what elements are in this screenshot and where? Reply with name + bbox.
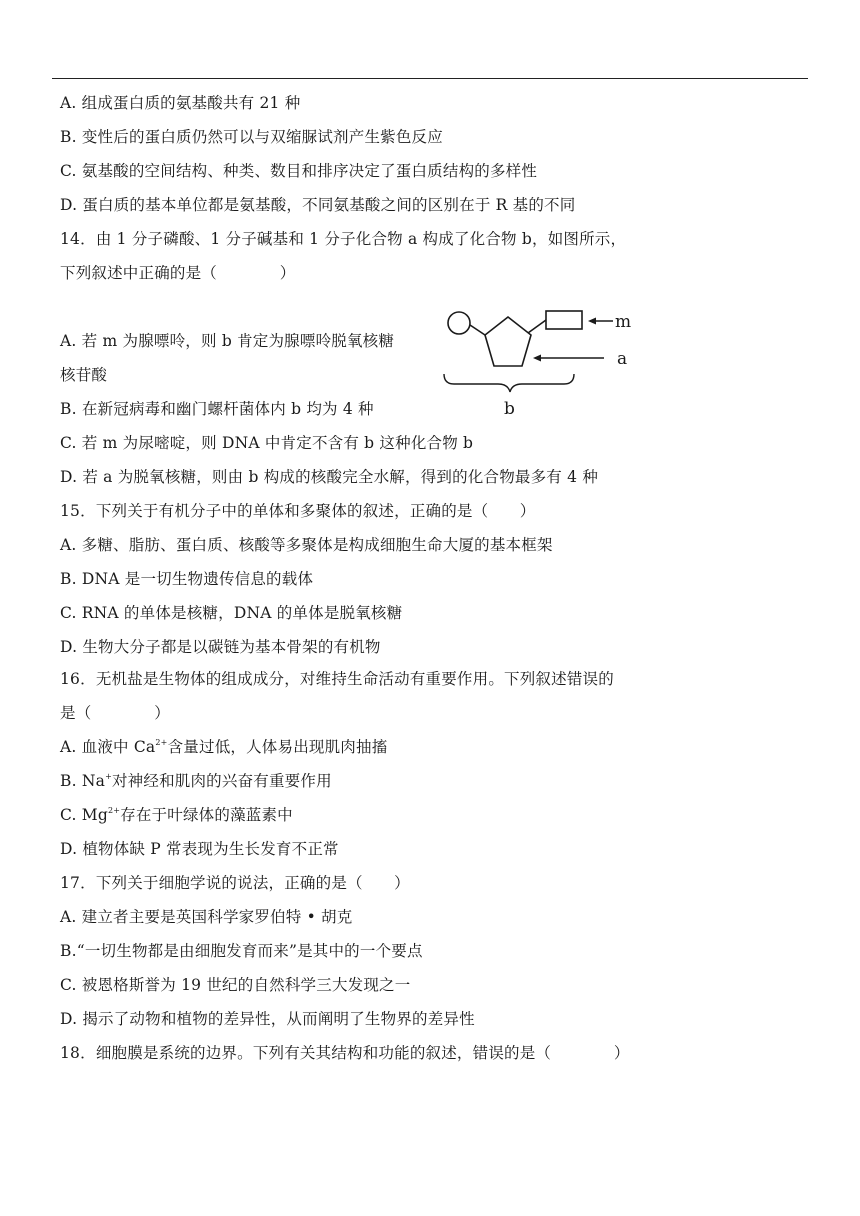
brace-b <box>444 374 574 392</box>
q16-option-c: C. $Mg^{2+}$存在于叶绿体的藻蓝素中 <box>60 806 293 824</box>
label-m: m <box>615 312 632 332</box>
base-bond <box>528 320 546 333</box>
q17-option-d: D. 揭示了动物和植物的差异性，从而阐明了生物界的差异性 <box>60 1010 475 1028</box>
q15-option-d: D. 生物大分子都是以碳链为基本骨架的有机物 <box>60 638 381 656</box>
label-a: a <box>617 349 628 369</box>
q16-option-b: B. Na+对神经和肌肉的兴奋有重要作用 <box>60 772 332 790</box>
q16-stem-line1: 16．无机盐是生物体的组成成分，对维持生命活动有重要作用。下列叙述错误的 <box>60 670 614 688</box>
q18-stem: 18．细胞膜是系统的边界。下列有关其结构和功能的叙述，错误的是（ ） <box>60 1044 630 1062</box>
q17-stem: 17．下列关于细胞学说的说法，正确的是（ ） <box>60 874 410 892</box>
q13-option-d: D. 蛋白质的基本单位都是氨基酸，不同氨基酸之间的区别在于 R 基的不同 <box>60 196 576 214</box>
base-rect <box>546 311 582 329</box>
phosphate-circle <box>448 312 470 334</box>
q14-option-b: B. 在新冠病毒和幽门螺杆菌体内 b 均为 4 种 <box>60 400 374 418</box>
q15-stem: 15．下列关于有机分子中的单体和多聚体的叙述，正确的是（ ） <box>60 502 536 520</box>
q14-stem-line2: 下列叙述中正确的是（ ） <box>60 264 296 282</box>
pentose-pentagon <box>485 317 531 366</box>
q16-option-a: A. 血液中 $Ca^{2+}$含量过低，人体易出现肌肉抽搐 <box>60 738 388 756</box>
q14-stem-line1: 14．由 1 分子磷酸、1 分子碱基和 1 分子化合物 a 构成了化合物 b，如图所示， <box>60 230 627 248</box>
arrow-a-head <box>533 355 541 362</box>
q13-option-b: B. 变性后的蛋白质仍然可以与双缩脲试剂产生紫色反应 <box>60 128 443 146</box>
q14-option-c: C. 若 m 为尿嘧啶，则 DNA 中肯定不含有 b 这种化合物 b <box>60 434 474 452</box>
q16-option-d: D. 植物体缺 P 常表现为生长发育不正常 <box>60 840 339 858</box>
q15-option-b: B. DNA 是一切生物遗传信息的载体 <box>60 570 314 588</box>
phosphate-bond <box>470 325 485 335</box>
q14-option-d: D. 若 a 为脱氧核糖，则由 b 构成的核酸完全水解，得到的化合物最多有 4 种 <box>60 468 599 486</box>
q16-stem-line2: 是（ ） <box>60 704 170 722</box>
label-b: b <box>504 399 515 419</box>
q17-option-c: C. 被恩格斯誉为 19 世纪的自然科学三大发现之一 <box>60 976 411 994</box>
q17-option-a: A. 建立者主要是英国科学家罗伯特 • 胡克 <box>60 908 353 926</box>
q13-option-a: A. 组成蛋白质的氨基酸共有 21 种 <box>60 94 301 112</box>
q15-option-a: A. 多糖、脂肪、蛋白质、核酸等多聚体是构成细胞生命大厦的基本框架 <box>60 536 553 554</box>
q13-option-c: C. 氨基酸的空间结构、种类、数目和排序决定了蛋白质结构的多样性 <box>60 162 538 180</box>
arrow-m-head <box>588 318 596 325</box>
q14-option-a-line1: A. 若 m 为腺嘌呤，则 b 肯定为腺嘌呤脱氧核糖 <box>60 332 395 350</box>
q14-option-a-line2: 核苷酸 <box>60 366 108 384</box>
q15-option-c: C. RNA 的单体是核糖，DNA 的单体是脱氧核糖 <box>60 604 403 622</box>
nucleotide-diagram <box>440 302 650 420</box>
header-rule <box>52 78 808 79</box>
q17-option-b: B.“一切生物都是由细胞发育而来”是其中的一个要点 <box>60 942 423 960</box>
